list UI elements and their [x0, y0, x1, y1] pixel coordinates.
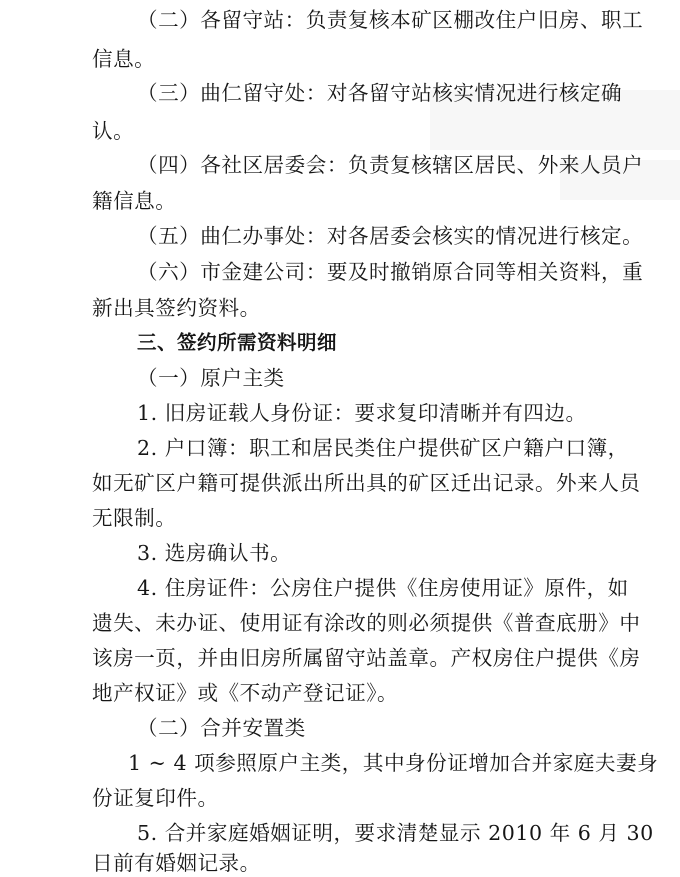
paragraph-line: 新出具签约资料。: [92, 296, 261, 320]
paragraph-line: 地产权证》或《不动产登记证》。: [92, 681, 399, 705]
paragraph-line: 如无矿区户籍可提供派出所出具的矿区迁出记录。外来人员: [92, 471, 641, 495]
paragraph-line: 遗失、未办证、使用证有涂改的则必须提供《普查底册》中: [92, 611, 641, 635]
list-item: 5. 合并家庭婚姻证明，要求清楚显示 2010 年 6 月 30: [137, 821, 654, 845]
list-item: 4. 住房证件：公房住户提供《住房使用证》原件，如: [137, 576, 629, 600]
paragraph-line: 认。: [92, 119, 135, 143]
paragraph-line: （三）曲仁留守处：对各留守站核实情况进行核定确: [137, 81, 623, 105]
subsection-heading: （一）原户主类: [137, 366, 285, 390]
list-item: 1 ~ 4 项参照原户主类，其中身份证增加合并家庭夫妻身: [128, 751, 659, 775]
paragraph-line: （五）曲仁办事处：对各居委会核实的情况进行核定。: [137, 224, 644, 248]
section-heading: 三、签约所需资料明细: [137, 331, 338, 354]
list-item: 2. 户口簿：职工和居民类住户提供矿区户籍户口簿，: [137, 436, 629, 460]
paragraph-line: 该房一页，并由旧房所属留守站盖章。产权房住户提供《房: [92, 646, 641, 670]
paragraph-line: 无限制。: [92, 506, 177, 530]
subsection-heading: （二）合并安置类: [137, 716, 306, 740]
paragraph-line: 日前有婚姻记录。: [92, 851, 261, 875]
list-item: 3. 选房确认书。: [137, 541, 292, 565]
paragraph-line: 信息。: [92, 47, 156, 71]
paragraph-line: （四）各社区居委会：负责复核辖区居民、外来人员户: [137, 153, 644, 177]
paragraph-line: 籍信息。: [92, 189, 177, 213]
paragraph-line: （六）市金建公司：要及时撤销原合同等相关资料，重: [137, 260, 644, 284]
paragraph-line: 份证复印件。: [92, 786, 219, 810]
paragraph-line: （二）各留守站：负责复核本矿区棚改住户旧房、职工: [137, 8, 644, 32]
list-item: 1. 旧房证载人身份证：要求复印清晰并有四边。: [137, 401, 587, 425]
